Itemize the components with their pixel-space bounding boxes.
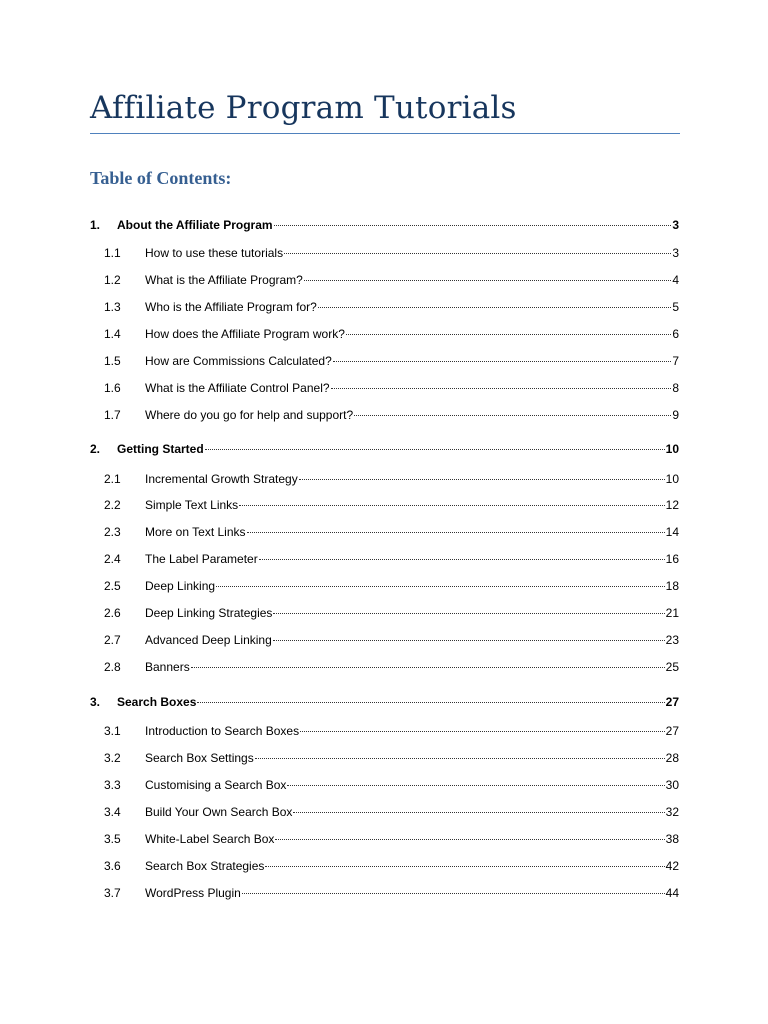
toc-entry-number: 1.4 <box>104 327 121 341</box>
toc-entry-page-number[interactable]: 21 <box>665 606 679 620</box>
toc-subsection-entry[interactable] <box>104 604 679 622</box>
toc-entry-page-number[interactable]: 28 <box>665 751 679 765</box>
toc-subsection-entry[interactable] <box>104 884 679 902</box>
toc-entry-number: 3.4 <box>104 805 121 819</box>
toc-entry-label[interactable]: Introduction to Search Boxes <box>145 724 300 738</box>
toc-entry-page-number[interactable]: 27 <box>665 724 679 738</box>
toc-entry-number: 1.5 <box>104 354 121 368</box>
toc-entry-label[interactable]: The Label Parameter <box>145 552 258 566</box>
toc-subsection-entry[interactable] <box>104 470 679 488</box>
toc-entry-number: 3. <box>90 695 101 709</box>
toc-entry-number: 2.2 <box>104 498 121 512</box>
toc-dot-leader <box>275 839 664 840</box>
toc-entry-number: 3.7 <box>104 886 121 900</box>
toc-dot-leader <box>284 253 671 254</box>
toc-entry-number: 2.5 <box>104 579 121 593</box>
toc-entry-page-number[interactable]: 32 <box>665 805 679 819</box>
toc-subsection-entry[interactable] <box>104 857 679 875</box>
toc-dot-leader <box>191 667 665 668</box>
toc-dot-leader <box>265 866 664 867</box>
toc-dot-leader <box>333 361 672 362</box>
toc-subsection-entry[interactable] <box>104 325 679 343</box>
toc-entry-label[interactable]: Getting Started <box>117 442 204 456</box>
toc-entry-number: 3.2 <box>104 751 121 765</box>
toc-section-entry[interactable] <box>90 216 679 234</box>
toc-entry-label[interactable]: Where do you go for help and support? <box>145 408 354 422</box>
toc-entry-label[interactable]: Deep Linking <box>145 579 216 593</box>
toc-entry-label[interactable]: Advanced Deep Linking <box>145 633 272 647</box>
toc-dot-leader <box>346 334 671 335</box>
toc-entry-label[interactable]: More on Text Links <box>145 525 246 539</box>
toc-entry-page-number[interactable]: 18 <box>665 579 679 593</box>
toc-dot-leader <box>239 505 664 506</box>
toc-entry-page-number[interactable]: 3 <box>672 218 679 232</box>
toc-dot-leader <box>318 307 671 308</box>
toc-entry-number: 3.5 <box>104 832 121 846</box>
toc-entry-number: 1.7 <box>104 408 121 422</box>
toc-subsection-entry[interactable] <box>104 631 679 649</box>
toc-entry-page-number[interactable]: 10 <box>665 442 679 456</box>
toc-entry-number: 1.6 <box>104 381 121 395</box>
toc-dot-leader <box>259 559 665 560</box>
toc-entry-label[interactable]: How are Commissions Calculated? <box>145 354 332 368</box>
document-title: Affiliate Program Tutorials <box>90 90 517 126</box>
toc-subsection-entry[interactable] <box>104 244 679 262</box>
toc-dot-leader <box>354 415 671 416</box>
toc-dot-leader <box>242 893 665 894</box>
toc-entry-number: 2.7 <box>104 633 121 647</box>
toc-entry-label[interactable]: What is the Affiliate Control Panel? <box>145 381 330 395</box>
toc-dot-leader <box>273 613 664 614</box>
toc-dot-leader <box>274 225 672 226</box>
toc-entry-page-number[interactable]: 10 <box>665 472 679 486</box>
toc-entry-page-number[interactable]: 6 <box>672 327 679 341</box>
toc-subsection-entry[interactable] <box>104 496 679 514</box>
toc-subsection-entry[interactable] <box>104 722 679 740</box>
toc-subsection-entry[interactable] <box>104 298 679 316</box>
toc-entry-page-number[interactable]: 12 <box>665 498 679 512</box>
toc-entry-number: 3.3 <box>104 778 121 792</box>
toc-entry-page-number[interactable]: 16 <box>665 552 679 566</box>
toc-dot-leader <box>273 640 665 641</box>
toc-entry-page-number[interactable]: 5 <box>672 300 679 314</box>
toc-subsection-entry[interactable] <box>104 803 679 821</box>
toc-entry-number: 1.3 <box>104 300 121 314</box>
toc-entry-label[interactable]: Search Boxes <box>117 695 197 709</box>
toc-entry-label[interactable]: How to use these tutorials <box>145 246 284 260</box>
toc-entry-label[interactable]: Search Box Settings <box>145 751 254 765</box>
toc-dot-leader <box>304 280 671 281</box>
toc-entry-page-number[interactable]: 38 <box>665 832 679 846</box>
toc-entry-label[interactable]: Customising a Search Box <box>145 778 287 792</box>
toc-entry-label[interactable]: What is the Affiliate Program? <box>145 273 303 287</box>
toc-subsection-entry[interactable] <box>104 776 679 794</box>
toc-entry-number: 2.3 <box>104 525 121 539</box>
toc-entry-page-number[interactable]: 27 <box>665 695 679 709</box>
toc-entry-page-number[interactable]: 42 <box>665 859 679 873</box>
toc-entry-page-number[interactable]: 30 <box>665 778 679 792</box>
toc-subsection-entry[interactable] <box>104 577 679 595</box>
toc-dot-leader <box>331 388 672 389</box>
toc-subsection-entry[interactable] <box>104 658 679 676</box>
toc-entry-number: 2.4 <box>104 552 121 566</box>
toc-entry-label[interactable]: Who is the Affiliate Program for? <box>145 300 317 314</box>
toc-entry-label[interactable]: Search Box Strategies <box>145 859 265 873</box>
toc-subsection-entry[interactable] <box>104 352 679 370</box>
toc-subsection-entry[interactable] <box>104 523 679 541</box>
toc-subsection-entry[interactable] <box>104 749 679 767</box>
toc-dot-leader <box>299 479 665 480</box>
toc-entry-label[interactable]: Incremental Growth Strategy <box>145 472 298 486</box>
toc-dot-leader <box>197 702 664 703</box>
toc-entry-page-number[interactable]: 4 <box>672 273 679 287</box>
toc-entry-label[interactable]: White-Label Search Box <box>145 832 275 846</box>
toc-dot-leader <box>255 758 665 759</box>
toc-entry-label[interactable]: Banners <box>145 660 190 674</box>
toc-subsection-entry[interactable] <box>104 379 679 397</box>
toc-entry-page-number[interactable]: 14 <box>665 525 679 539</box>
toc-entry-number: 2.1 <box>104 472 121 486</box>
toc-dot-leader <box>300 731 665 732</box>
toc-entry-label[interactable]: About the Affiliate Program <box>117 218 273 232</box>
toc-entry-page-number[interactable]: 25 <box>665 660 679 674</box>
toc-entry-number: 2.8 <box>104 660 121 674</box>
toc-subsection-entry[interactable] <box>104 550 679 568</box>
toc-dot-leader <box>287 785 664 786</box>
toc-subsection-entry[interactable] <box>104 271 679 289</box>
toc-entry-page-number[interactable]: 3 <box>672 246 679 260</box>
toc-entry-label[interactable]: Build Your Own Search Box <box>145 805 293 819</box>
toc-dot-leader <box>205 449 665 450</box>
toc-entry-label[interactable]: Deep Linking Strategies <box>145 606 273 620</box>
toc-dot-leader <box>293 812 664 813</box>
toc-entry-number: 2.6 <box>104 606 121 620</box>
toc-section-entry[interactable] <box>90 440 679 458</box>
toc-entry-page-number[interactable]: 23 <box>665 633 679 647</box>
toc-subsection-entry[interactable] <box>104 830 679 848</box>
toc-entry-number: 2. <box>90 442 101 456</box>
toc-heading: Table of Contents: <box>90 168 232 188</box>
toc-subsection-entry[interactable] <box>104 406 679 424</box>
toc-entry-page-number[interactable]: 7 <box>672 354 679 368</box>
toc-entry-number: 3.6 <box>104 859 121 873</box>
toc-entry-number: 1. <box>90 218 101 232</box>
toc-dot-leader <box>247 532 665 533</box>
toc-dot-leader <box>216 586 665 587</box>
toc-entry-page-number[interactable]: 8 <box>672 381 679 395</box>
toc-entry-page-number[interactable]: 44 <box>665 886 679 900</box>
toc-entry-number: 3.1 <box>104 724 121 738</box>
toc-entry-number: 1.2 <box>104 273 121 287</box>
toc-section-entry[interactable] <box>90 693 679 711</box>
toc-entry-page-number[interactable]: 9 <box>672 408 679 422</box>
toc-entry-label[interactable]: WordPress Plugin <box>145 886 241 900</box>
toc-entry-label[interactable]: How does the Affiliate Program work? <box>145 327 345 341</box>
toc-entry-number: 1.1 <box>104 246 121 260</box>
toc-entry-label[interactable]: Simple Text Links <box>145 498 239 512</box>
